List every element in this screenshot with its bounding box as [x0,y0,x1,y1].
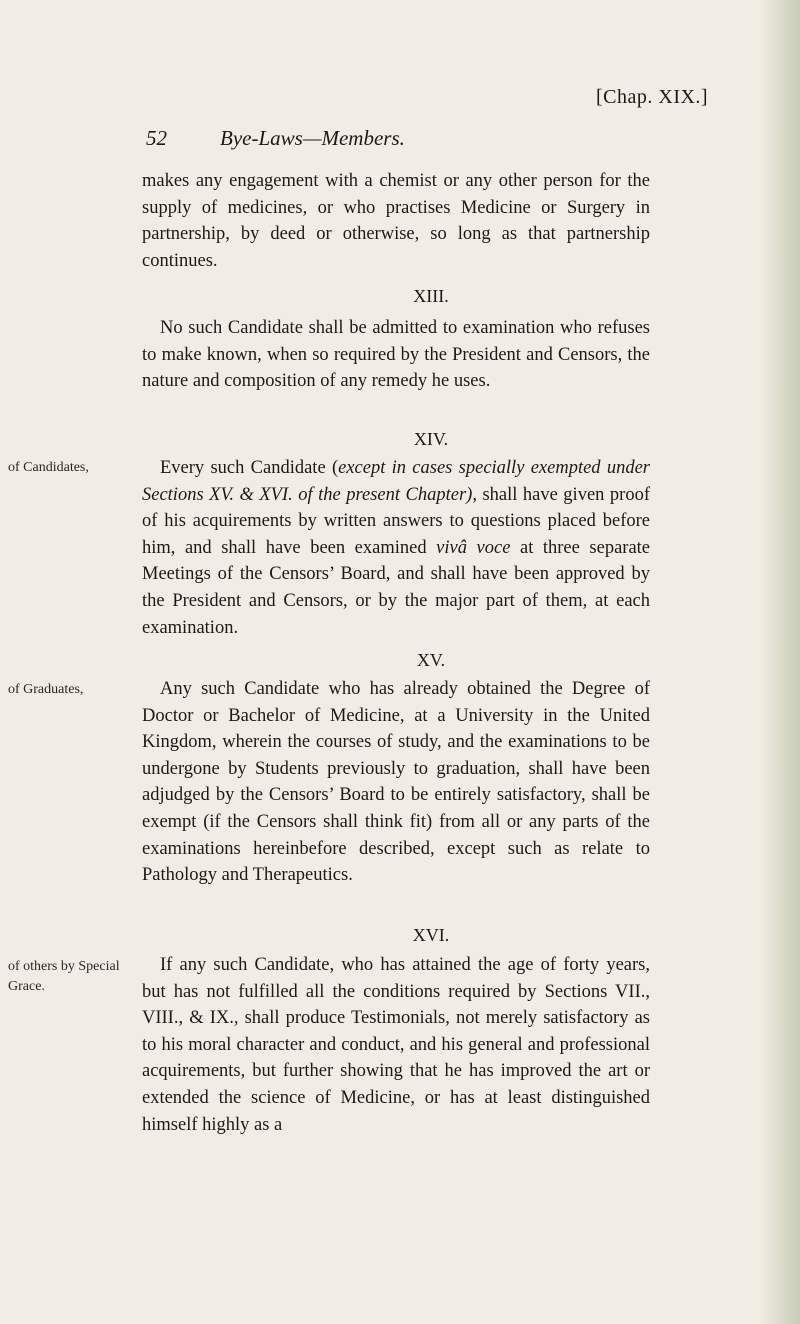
page-number: 52 [146,126,167,150]
text-run-italic: vivâ voce [436,537,511,558]
running-title: Bye-Laws—Members. [220,126,405,150]
section-text-xiii: No such Candidate shall be admitted to examination who refuses to make known, when so required by the President and Censors, the nature and composition of any remedy he uses. [142,318,650,392]
text-run: shall have given proof of his acquirements by written answers to questions placed before him, and shall have been examined [142,484,650,558]
section-heading-xv: XV. [416,650,446,670]
section-text-xv: Any such Candidate who has already obtained the Degree of Doctor or Bachelor of Medicine, at a University in the United Kingdom, wherein the courses of study, and the examinations to be undergone by Students previously to graduation, shall have been adjudged by the Censors’ Board to be entirely satisfactory, shall be exempt (if the Censors shall think fit) from all or any parts of the examinations hereinbefore described, except such as relate to Pathology and Therapeutics. [142,679,650,886]
margin-note-xv: of Graduates, [8,682,84,697]
section-heading-xiv: XIV. [413,429,449,449]
intro-paragraph: makes any engagement with a chemist or any other person for the supply of medicines, or who practises Medicine or Surgery in partnership, by deed or otherwise, so long as that partnership continues. [142,171,650,271]
section-text-xvi: If any such Candidate, who has attained the age of forty years, but has not fulfilled all the conditions required by Sections VII., VIII., & IX., shall produce Testimonials, not merely satisfactory as to his moral character and conduct, and his general and professional acquirements, but further showing that he has improved the art or extended the science of Medicine, or has at least distinguished himself highly as a [142,955,650,1135]
text-run: at three separate Meetings of the Censors’ Board, and shall have been approved by the President and Censors, or by the major part of them, at each examination. [142,537,651,638]
margin-note-xvi: of others by Special Grace. [8,959,120,994]
margin-note-xiv: of Candidates, [8,460,89,475]
section-heading-xiii: XIII. [413,286,449,306]
text-run-italic: except in cases specially exempted under Sections XV. & XVI. of the present Chapter), [142,458,650,505]
section-text-xiv [142,455,650,641]
chapter-label: [Chap. XIX.] [596,86,709,108]
text-run: Every such Candidate ( [160,458,339,478]
section-heading-xvi: XVI. [412,925,450,945]
